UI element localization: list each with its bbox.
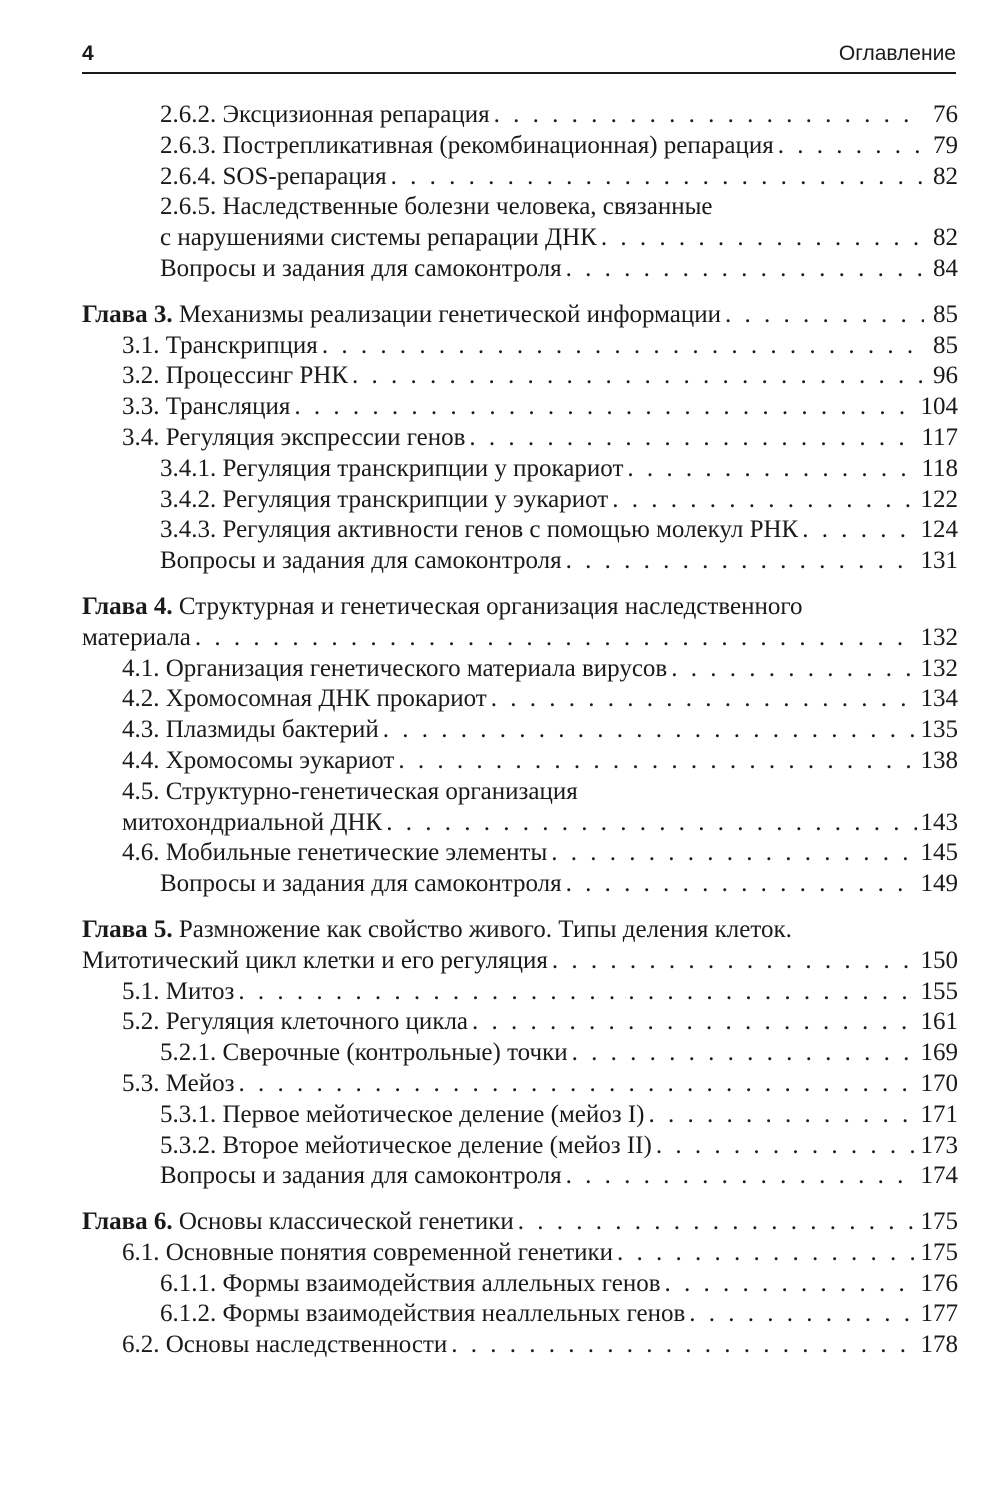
toc-entry [82,1330,958,1361]
dot-leader [472,1007,916,1038]
toc-page-number: 82 [933,224,958,252]
toc-page-number: 161 [920,1008,958,1036]
toc-entry-title: 4.3. Плазмиды бактерий [122,716,379,744]
chapter-title: Основы классической генетики [172,1208,514,1236]
toc-page-number: 79 [933,131,958,159]
dot-leader [494,100,924,131]
toc-page-number: 117 [921,423,958,451]
toc-entry-title: Митотический цикл клетки и его регуляция [82,946,548,974]
toc-entry [82,546,958,577]
toc-entry-title [82,592,802,623]
dot-leader [566,254,924,285]
toc-entry [82,1131,958,1162]
toc-entry [82,423,958,454]
toc-entry-title: Вопросы и задания для самоконтроля [160,547,562,575]
toc-entry-title: 5.2.1. Сверочные (контрольные) точки [160,1039,568,1067]
toc-page-number: 145 [920,839,958,867]
toc-entry-title [82,915,792,946]
dot-leader [802,515,916,546]
toc-entry-title: 4.2. Хромосомная ДНК прокариот [122,685,487,713]
toc-entry [82,1069,958,1100]
toc-entry [82,777,958,808]
dot-leader [386,808,916,839]
dot-leader [294,392,916,423]
dot-leader [391,162,924,193]
toc-entry [82,977,958,1008]
chapter-title: Размножение как свойство живого. Типы деления клеток. [172,915,792,943]
toc-page-number: 122 [920,485,958,513]
dot-leader [617,1238,916,1269]
running-head [82,40,956,74]
toc-entry [82,254,958,285]
dot-leader [627,454,917,485]
toc-entry [82,162,958,193]
chapter-title: Механизмы реализации генетической информации [172,300,722,328]
toc-entry [82,485,958,516]
chapter-title: Структурная и генетическая организация наследственного [172,592,803,620]
dot-leader [322,331,924,362]
toc-page-number: 174 [920,1162,958,1190]
toc-entry [82,515,958,546]
dot-leader [383,715,917,746]
chapter-label: Глава 5. [82,915,173,943]
toc-entry [82,1269,958,1300]
toc-page-number: 132 [920,654,958,682]
toc-entry [82,131,958,162]
toc-entry-title: 3.3. Трансляция [122,393,291,421]
dot-leader [238,977,916,1008]
dot-leader [352,361,924,392]
toc-entry [82,1038,958,1069]
dot-leader [398,746,916,777]
toc-entry-title: 5.2. Регуляция клеточного цикла [122,1008,469,1036]
toc-entry-title: 5.3.2. Второе мейотическое деление (мейоз II) [160,1131,652,1159]
toc-entry [82,654,958,685]
toc-entry-title: 3.2. Процессинг РНК [122,362,348,390]
toc-entry [82,715,958,746]
dot-leader [778,131,924,162]
toc-entry-title: 3.4. Регуляция экспрессии генов [122,423,466,451]
toc-entry [82,684,958,715]
toc-entry [82,838,958,869]
toc-page-number: 149 [920,870,958,898]
dot-leader [689,1299,916,1330]
toc-page-number: 96 [933,362,958,390]
toc-page-number: 178 [920,1331,958,1359]
toc-entry [82,192,958,223]
dot-leader [671,654,916,685]
dot-leader [566,1161,917,1192]
toc-page-number: 132 [920,623,958,651]
toc-entry-title: 5.3. Мейоз [122,1069,235,1097]
table-of-contents [82,100,958,1361]
dot-leader [572,1038,917,1069]
toc-entry-title: митохондриальной ДНК [122,808,383,836]
page-number: 4 [82,42,94,65]
toc-page-number: 171 [920,1100,958,1128]
toc-page-number: 124 [920,516,958,544]
dot-leader [239,1069,917,1100]
toc-page-number: 135 [920,716,958,744]
toc-entry-title: 2.6.2. Эксцизионная репарация [160,101,490,128]
toc-entry-title: материала [82,623,191,651]
toc-entry-title: Вопросы и задания для самоконтроля [160,1162,562,1190]
toc-entry [82,1299,958,1330]
dot-leader [665,1269,917,1300]
dot-leader [551,838,916,869]
toc-entry-title [82,1207,514,1238]
toc-page-number: 175 [920,1238,958,1266]
toc-entry [82,361,958,392]
toc-entry-title: 6.2. Основы наследственности [122,1331,448,1359]
dot-leader [649,1100,917,1131]
toc-page-number: 155 [920,977,958,1005]
toc-page-number: 131 [920,547,958,575]
toc-entry [82,1161,958,1192]
dot-leader [552,946,917,977]
dot-leader [451,1330,916,1361]
toc-entry [82,946,958,977]
toc-page-number: 84 [933,254,958,282]
dot-leader [725,300,924,331]
toc-entry-title: 5.1. Митоз [122,977,235,1005]
toc-chapter-entry [82,915,958,946]
toc-page-number: 173 [920,1131,958,1159]
toc-entry [82,100,958,131]
toc-entry [82,223,958,254]
dot-leader [612,485,916,516]
toc-entry-title: 6.1. Основные понятия современной генетики [122,1238,614,1266]
toc-entry [82,746,958,777]
toc-entry-title: Вопросы и задания для самоконтроля [160,254,562,282]
toc-entry-title: с нарушениями системы репарации ДНК [160,224,597,252]
toc-page-number: 169 [920,1039,958,1067]
dot-leader [195,623,917,654]
toc-entry-title: 6.1.1. Формы взаимодействия аллельных генов [160,1269,661,1297]
toc-entry-title: 3.4.1. Регуляция транскрипции у прокариот [160,454,624,482]
toc-entry-title: 4.5. Структурно-генетическая организация [122,777,578,805]
toc-entry-title: 4.4. Хромосомы эукариот [122,746,395,774]
running-head-title: Оглавление [838,42,956,65]
toc-page-number: 176 [920,1269,958,1297]
toc-entry-title: 3.4.2. Регуляция транскрипции у эукариот [160,485,609,513]
toc-page-number: 138 [920,746,958,774]
toc-entry-title: 3.1. Транскрипция [122,331,318,359]
toc-page-number: 85 [933,331,958,359]
toc-page-number: 134 [920,685,958,713]
toc-entry-title: 6.1.2. Формы взаимодействия неаллельных генов [160,1300,686,1328]
toc-page-number: 85 [933,300,958,328]
toc-entry [82,623,958,654]
toc-chapter-entry [82,592,958,623]
toc-page-number: 104 [920,393,958,421]
toc-page-number: 175 [920,1208,958,1236]
dot-leader [566,546,917,577]
toc-entry-title: 4.1. Организация генетического материала вирусов [122,654,668,682]
toc-page-number: 76 [933,101,958,128]
toc-entry [82,1100,958,1131]
toc-entry [82,331,958,362]
toc-entry-title: 2.6.4. SOS-репарация [160,162,387,190]
dot-leader [491,684,917,715]
toc-page-number: 150 [920,946,958,974]
toc-page-number: 118 [921,454,958,482]
toc-entry-title: 5.3.1. Первое мейотическое деление (мейоз I) [160,1100,645,1128]
chapter-label: Глава 6. [82,1208,173,1236]
toc-chapter-entry [82,300,958,331]
toc-entry-title: Вопросы и задания для самоконтроля [160,870,562,898]
chapter-label: Глава 3. [82,300,173,328]
toc-entry [82,1007,958,1038]
dot-leader [656,1131,917,1162]
toc-entry [82,869,958,900]
dot-leader [566,869,917,900]
toc-entry [82,1238,958,1269]
toc-page-number: 170 [920,1069,958,1097]
toc-entry-title [82,300,721,331]
toc-page-number: 82 [933,162,958,190]
toc-entry-title: 4.6. Мобильные генетические элементы [122,839,548,867]
toc-page-number: 177 [920,1300,958,1328]
toc-chapter-entry [82,1207,958,1238]
toc-entry [82,392,958,423]
toc-entry [82,454,958,485]
dot-leader [601,223,924,254]
toc-page-number: 143 [920,808,958,836]
toc-entry-title: 2.6.3. Пострепликативная (рекомбинационная) репарация [160,131,774,159]
chapter-label: Глава 4. [82,592,173,620]
toc-entry-title: 2.6.5. Наследственные болезни человека, связанные [160,193,713,221]
dot-leader [469,423,917,454]
toc-entry-title: 3.4.3. Регуляция активности генов с помощью молекул РНК [160,516,799,544]
toc-entry [82,808,958,839]
dot-leader [518,1207,917,1238]
